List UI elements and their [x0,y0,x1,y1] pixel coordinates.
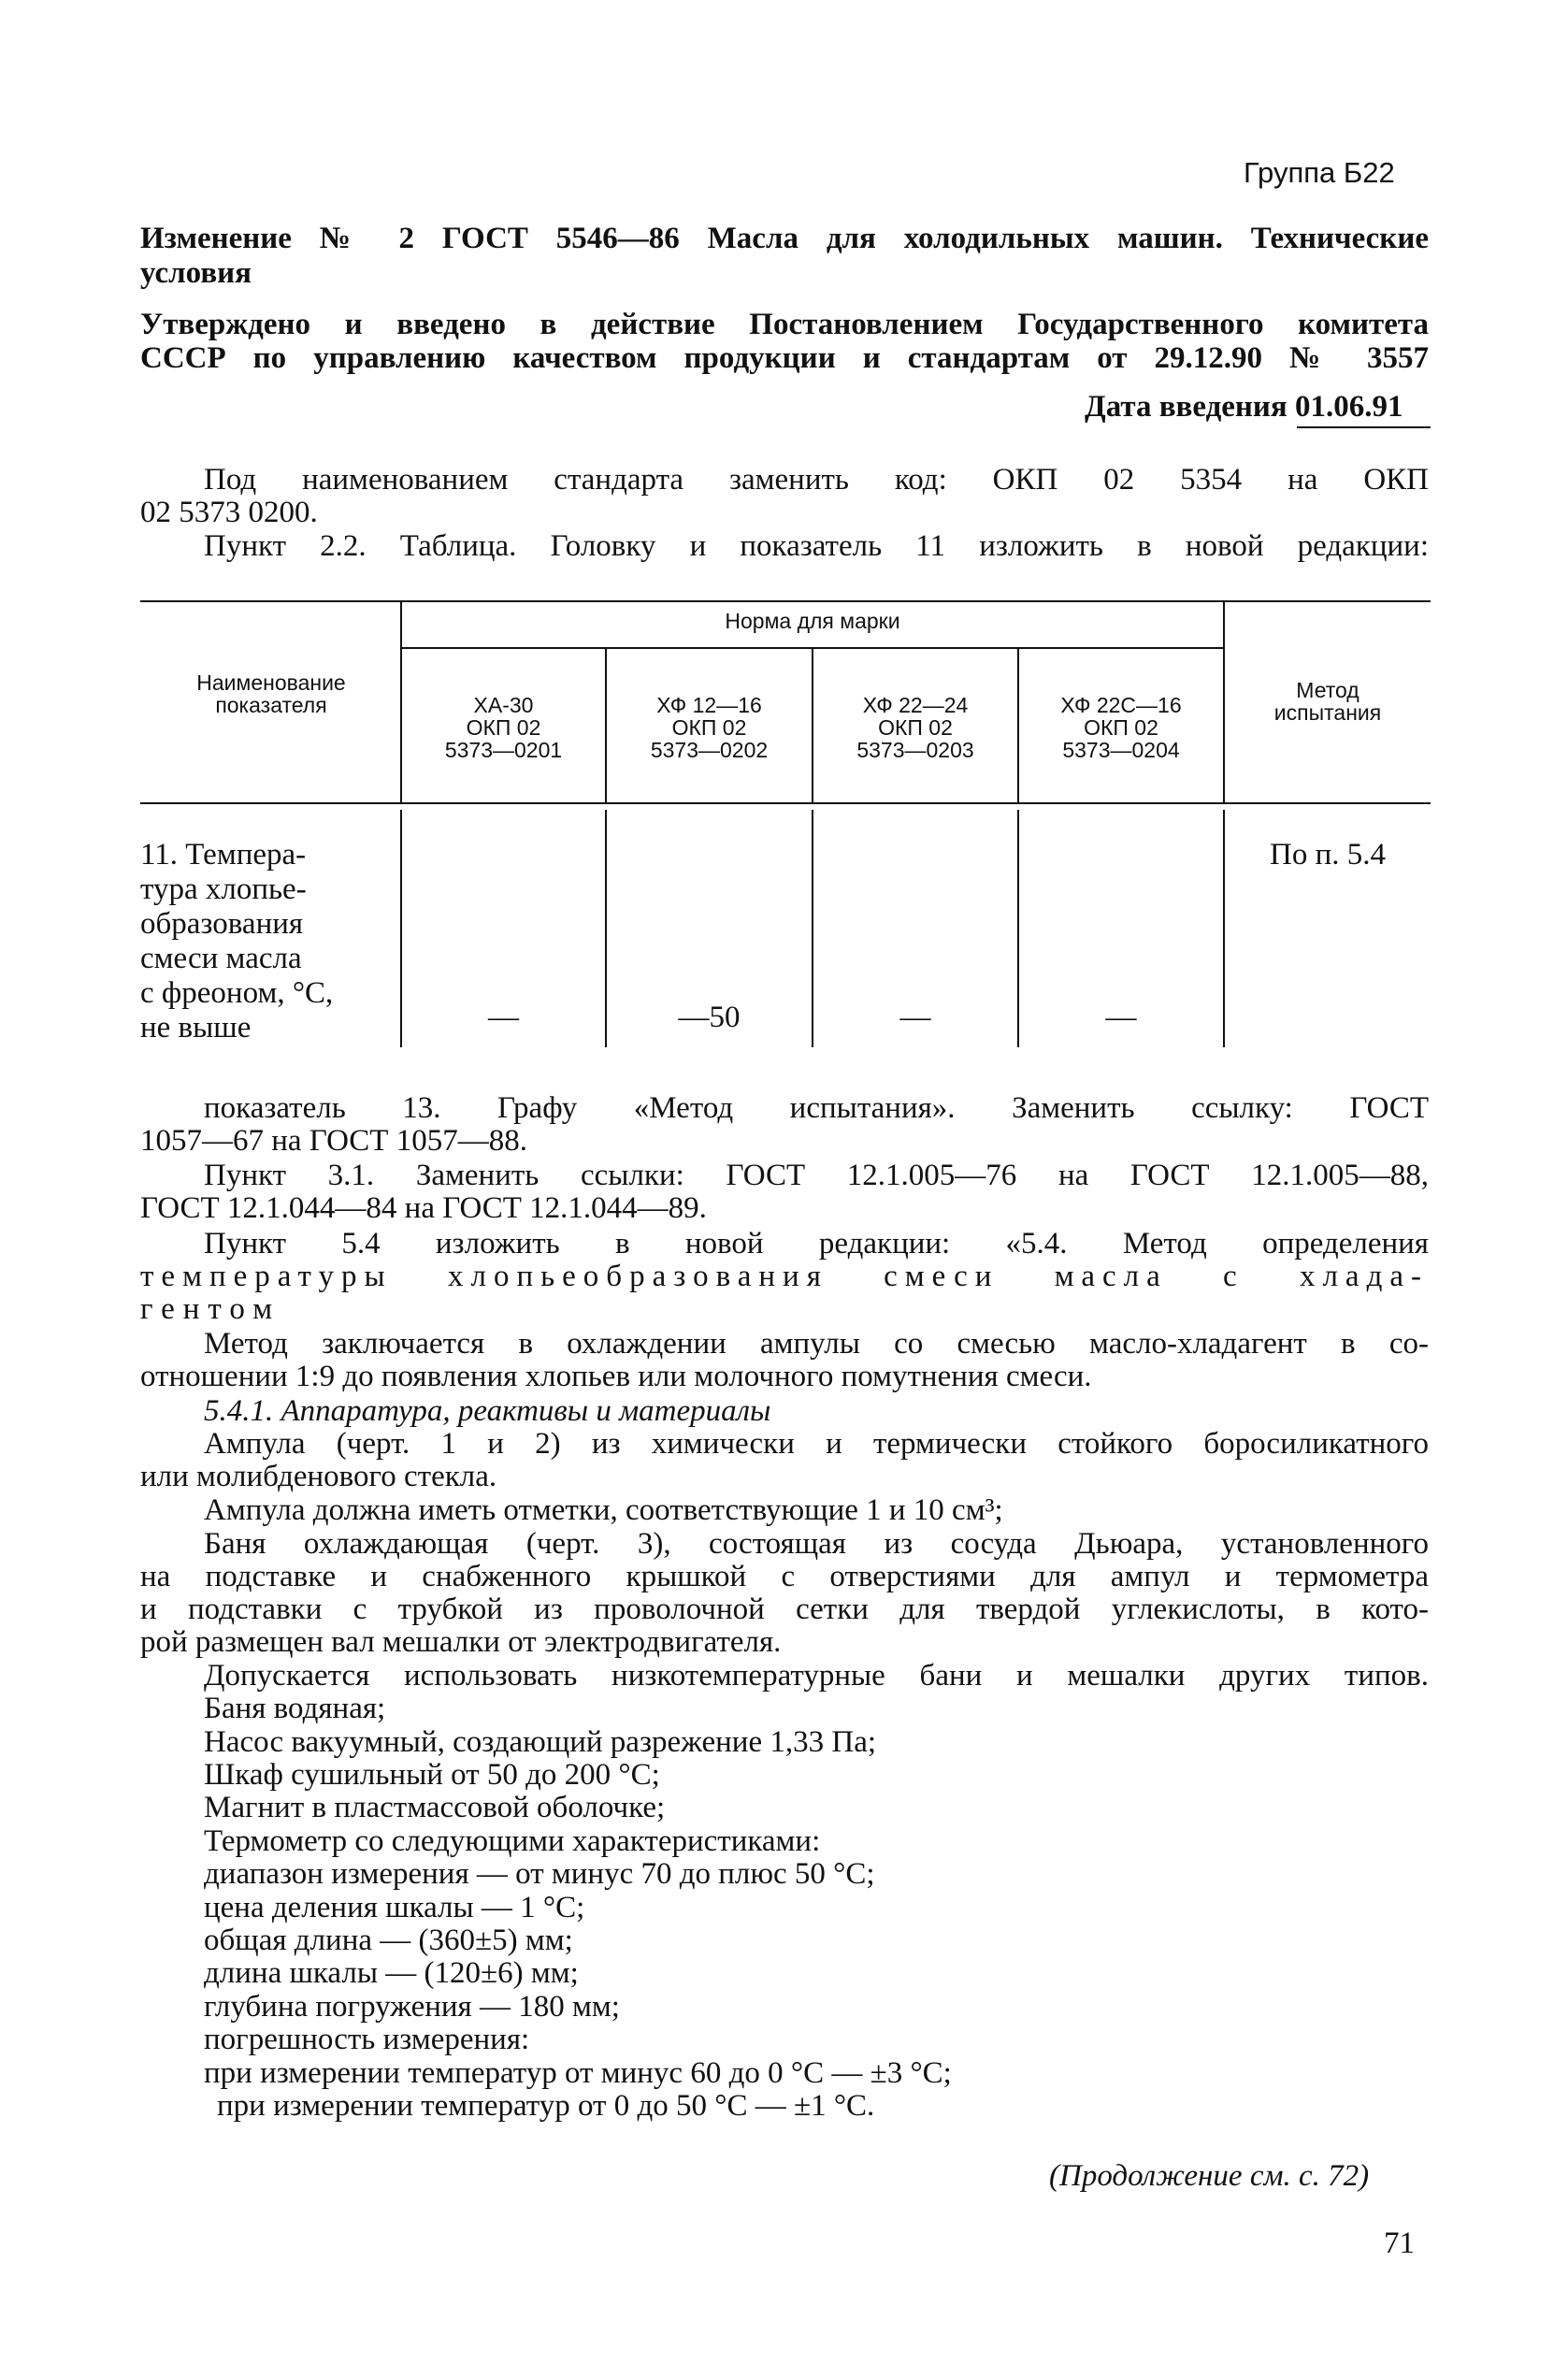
body-line: на подставке и снабженного крышкой с отверстиями для ампул и термометра [140,1560,1429,1593]
body-line: Ампула (черт. 1 и 2) из химически и термически стойкого боросиликатного [204,1427,1429,1461]
body-line: диапазон измерения — от минус 70 до плюс 50 °С; [204,1857,875,1891]
body-line: цена деления шкалы — 1 °С; [204,1891,585,1924]
body-line: Баня охлаждающая (черт. 3), состоящая из сосуда Дьюара, установленного [204,1527,1429,1561]
grade-name: ХФ 22С—16 [1060,693,1182,717]
body-line: и подставки с трубкой из проволочной сетки для твердой углекислоты, в кото- [140,1592,1429,1626]
continuation-note: (Продолжение см. с. 72) [1049,2159,1370,2193]
grade-name: ХФ 12—16 [656,693,762,717]
body-line: общая длина — (360±5) мм; [204,1924,573,1957]
row-name-line: образования [140,907,304,941]
column-header-method-line: Метод [1296,678,1359,702]
column-header-method [1225,679,1431,724]
grade-okp: ОКП 02 [878,715,953,740]
grade-name: ХА-30 [473,693,534,717]
column-header-name-line: Наименование [196,670,346,695]
body-line: рой размещен вал мешалки от электродвигателя. [140,1625,782,1659]
column-header-name-line: показателя [215,693,327,717]
body-line: ГОСТ 12.1.044—84 на ГОСТ 12.1.044—89. [140,1191,707,1225]
table-cell-value: — [899,1001,931,1034]
group-code: Группа Б22 [1244,156,1395,189]
table-row-name [140,838,398,1045]
column-header-name [150,671,393,716]
intro-line2: 02 5373 0200. [140,496,318,529]
approval-line1: Утверждено и введено в действие Постановлением Государственного комитета [140,308,1429,341]
column-header-grade-xa30 [402,694,605,761]
body-line: температуры хлопьеобразования смеси масла с хлада- [140,1260,1429,1293]
row-name-line: 11. Темпера- [140,838,307,872]
grade-okp: ОКП 02 [1084,715,1158,740]
grade-code: 5373—0204 [1062,738,1180,762]
body-line: при измерении температур от 0 до 50 °С — ±1 °С. [217,2089,875,2123]
row-name-line: смеси масла [140,942,302,975]
intro-line3: Пункт 2.2. Таблица. Головку и показатель 11 изложить в новой редакции: [204,529,1429,563]
table-cell-method: По п. 5.4 [1270,838,1386,872]
grade-code: 5373—0203 [856,738,974,762]
body-line: Магнит в пластмассовой оболочке; [204,1791,666,1824]
table-cell-value: — [488,1001,519,1034]
grade-code: 5373—0201 [444,738,563,762]
date-underline [1297,426,1431,428]
body-line: глубина погружения — 180 мм; [204,1990,620,2024]
column-header-grade-hf2224 [813,694,1017,761]
body-line: Ампула должна иметь отметки, соответствующие 1 и 10 см³; [204,1493,1003,1527]
body-line: гентом [140,1292,281,1326]
body-line: Пункт 5.4 изложить в новой редакции: «5.4. Метод определения [204,1227,1429,1261]
body-line: Термометр со следующими характеристиками: [204,1824,821,1858]
effective-date-label: Дата введения [1085,390,1287,424]
amendment-title-line2: условия [140,256,252,290]
body-line: погрешность измерения: [204,2023,530,2056]
body-line: Баня водяная; [204,1692,386,1725]
body-line: 1057—67 на ГОСТ 1057—88. [140,1124,527,1158]
effective-date-value: 01.06.91 [1295,390,1403,424]
body-line: или молибденового стекла. [140,1460,497,1493]
column-header-grade-hf1216 [607,694,812,761]
column-header-grade-hf22c16 [1019,694,1223,761]
column-header-norm: Норма для марки [725,609,900,633]
body-line: при измерении температур от минус 60 до 0 °С — ±3 °С; [204,2056,952,2090]
amendment-title-line1: Изменение № 2 ГОСТ 5546—86 Масла для холодильных машин. Технические [140,222,1429,255]
body-line: Шкаф сушильный от 50 до 200 °С; [204,1758,660,1792]
page-number: 71 [1384,2226,1415,2260]
table-top-rule [140,600,1431,602]
body-line: Допускается использовать низкотемпературные бани и мешалки других типов. [204,1659,1429,1693]
body-line: длина шкалы — (120±6) мм; [204,1956,579,1990]
effective-date [1085,391,1403,423]
table-cell-value: —50 [678,1001,741,1034]
body-line: Насос вакуумный, создающий разрежение 1,33 Па; [204,1725,877,1759]
body-line: показатель 13. Графу «Метод испытания». Заменить ссылку: ГОСТ [204,1091,1429,1125]
table-header-rule [140,802,1431,804]
body-line: Метод заключается в охлаждении ампулы со смесью масло-хладагент в со- [204,1327,1429,1361]
row-name-line: с фреоном, °С, [140,976,334,1010]
intro-line1: Под наименованием стандарта заменить код: ОКП 02 5354 на ОКП [204,463,1429,497]
body-line: Пункт 3.1. Заменить ссылки: ГОСТ 12.1.005—76 на ГОСТ 12.1.005—88, [204,1159,1429,1192]
column-header-method-line: испытания [1273,700,1382,725]
approval-line2: СССР по управлению качеством продукции и стандартам от 29.12.90 № 3557 [140,341,1429,375]
row-name-line: не выше [140,1011,252,1045]
row-name-line: тура хлопье- [140,872,307,906]
grade-code: 5373—0202 [650,738,769,762]
body-line: отношении 1:9 до появления хлопьев или молочного помутнения смеси. [140,1360,1092,1393]
section-heading: 5.4.1. Аппаратура, реактивы и материалы [204,1394,771,1428]
grade-name: ХФ 22—24 [862,693,969,717]
table-cell-value: — [1105,1001,1137,1034]
grade-okp: ОКП 02 [671,715,747,740]
grade-okp: ОКП 02 [466,715,541,740]
